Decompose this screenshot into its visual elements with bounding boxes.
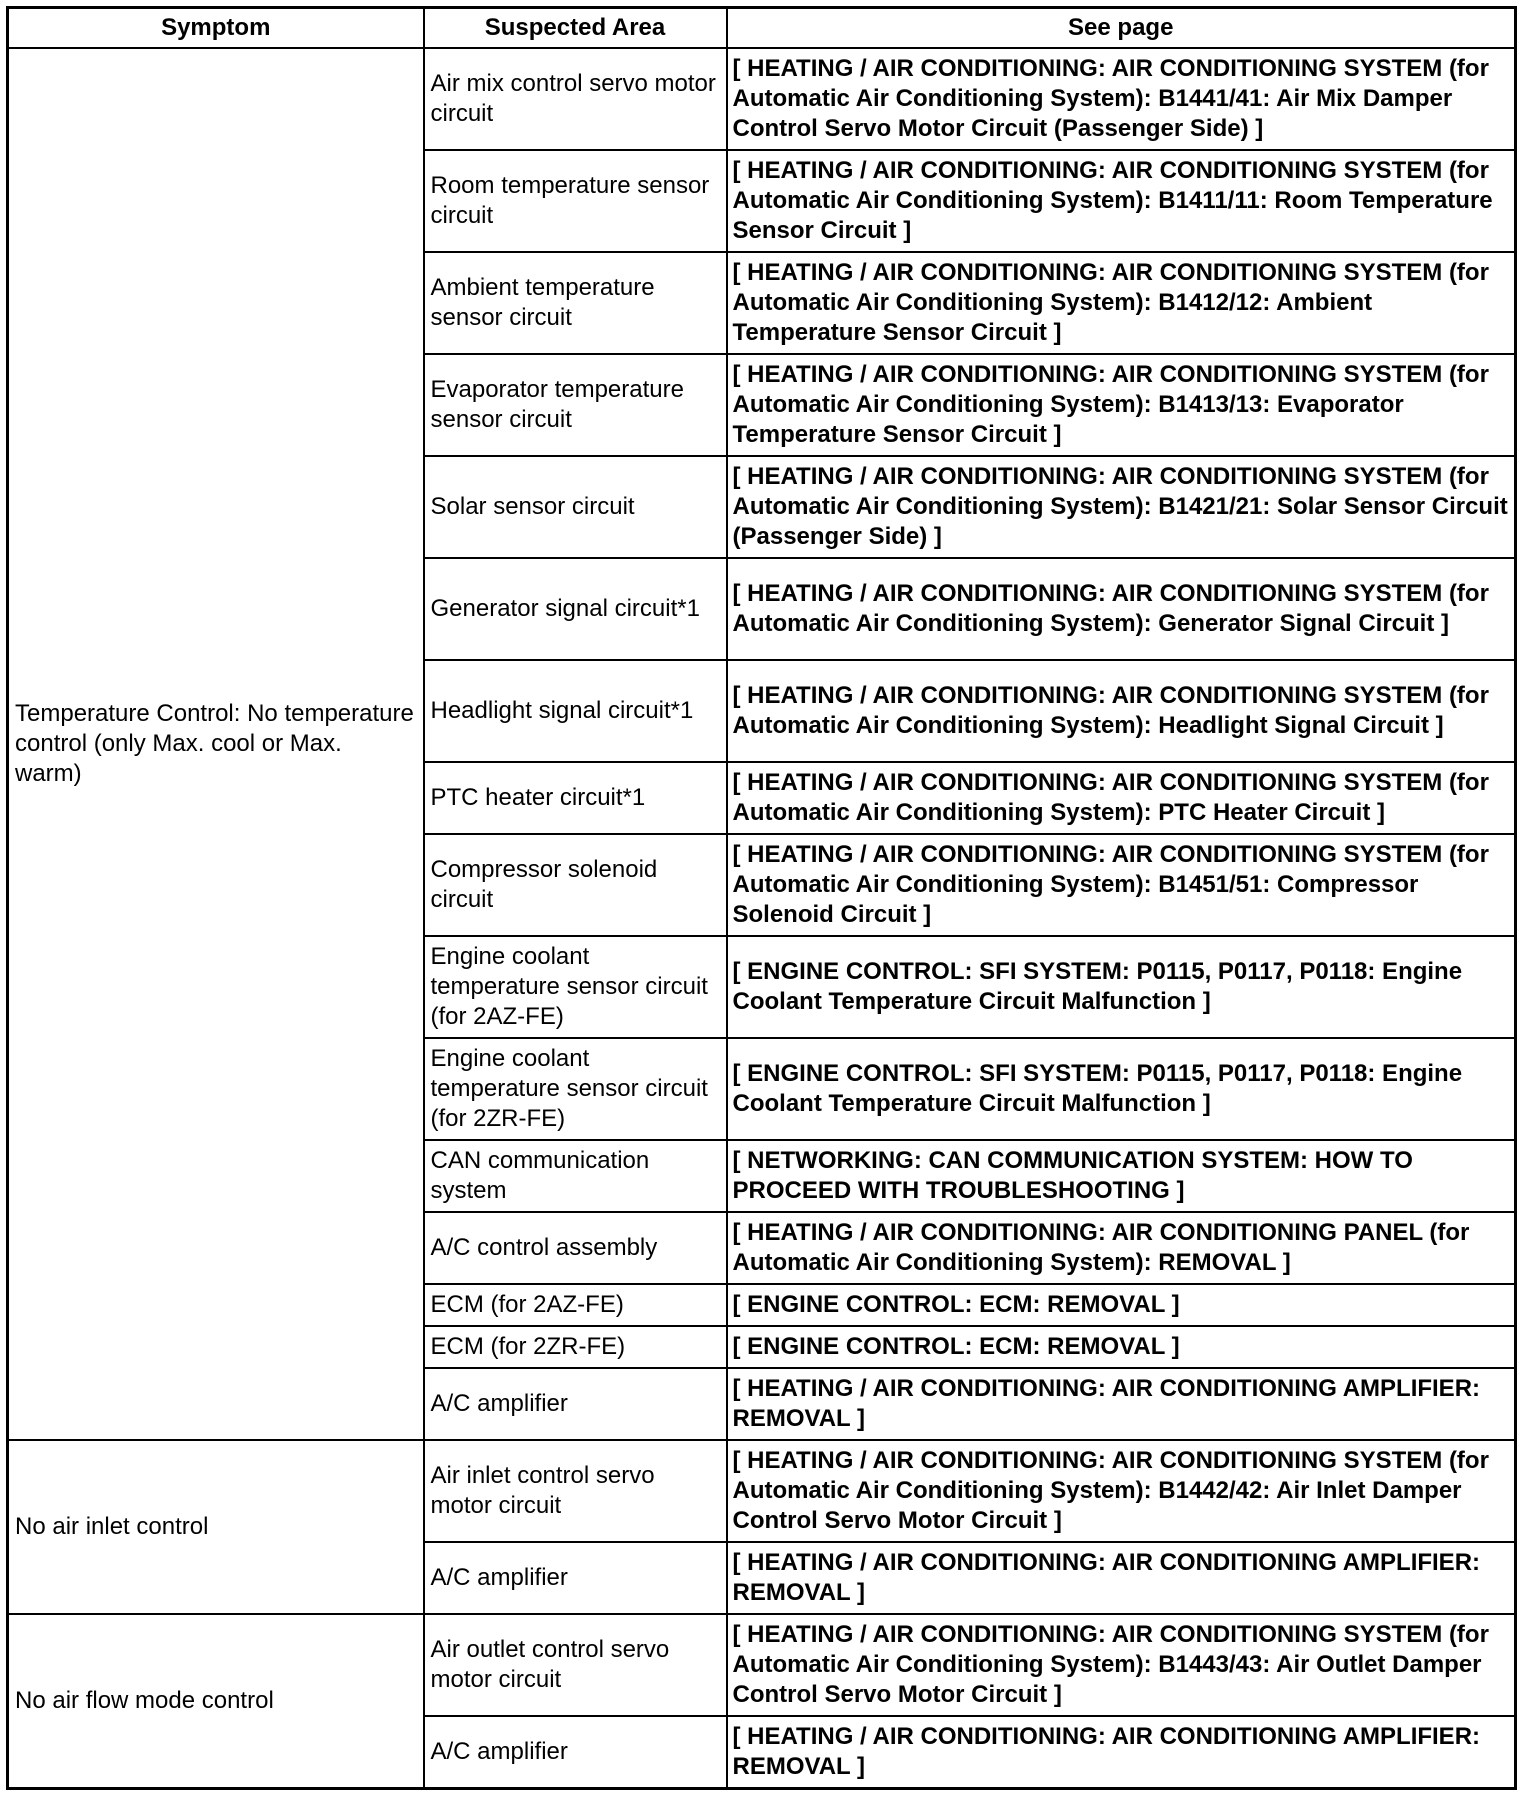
symptom-cell: No air flow mode control	[8, 1614, 424, 1789]
suspected-area-cell: Air outlet control servo motor circuit	[424, 1614, 727, 1716]
suspected-area-cell: Generator signal circuit*1	[424, 558, 727, 660]
suspected-area-cell: A/C amplifier	[424, 1542, 727, 1614]
see-page-link[interactable]: [ ENGINE CONTROL: ECM: REMOVAL ]	[727, 1284, 1516, 1326]
see-page-link[interactable]: [ HEATING / AIR CONDITIONING: AIR CONDITIONING SYSTEM (for Automatic Air Conditioning System): B1412/12: Ambient Temperature Sensor Circuit ]	[727, 252, 1516, 354]
table-row	[8, 1614, 1516, 1716]
suspected-area-cell: A/C amplifier	[424, 1716, 727, 1789]
header-see-page: See page	[727, 8, 1516, 49]
suspected-area-cell: ECM (for 2AZ-FE)	[424, 1284, 727, 1326]
see-page-link[interactable]: [ ENGINE CONTROL: SFI SYSTEM: P0115, P0117, P0118: Engine Coolant Temperature Circuit Malfunction ]	[727, 1038, 1516, 1140]
suspected-area-cell: A/C control assembly	[424, 1212, 727, 1284]
see-page-link[interactable]: [ HEATING / AIR CONDITIONING: AIR CONDITIONING SYSTEM (for Automatic Air Conditioning System): PTC Heater Circuit ]	[727, 762, 1516, 834]
see-page-link[interactable]: [ HEATING / AIR CONDITIONING: AIR CONDITIONING SYSTEM (for Automatic Air Conditioning System): B1413/13: Evaporator Temperature Sensor Circuit ]	[727, 354, 1516, 456]
see-page-link[interactable]: [ NETWORKING: CAN COMMUNICATION SYSTEM: HOW TO PROCEED WITH TROUBLESHOOTING ]	[727, 1140, 1516, 1212]
see-page-link[interactable]: [ HEATING / AIR CONDITIONING: AIR CONDITIONING AMPLIFIER: REMOVAL ]	[727, 1368, 1516, 1440]
see-page-link[interactable]: [ HEATING / AIR CONDITIONING: AIR CONDITIONING SYSTEM (for Automatic Air Conditioning System): B1451/51: Compressor Solenoid Circuit ]	[727, 834, 1516, 936]
table-row	[8, 1440, 1516, 1542]
see-page-link[interactable]: [ HEATING / AIR CONDITIONING: AIR CONDITIONING SYSTEM (for Automatic Air Conditioning System): B1443/43: Air Outlet Damper Control Servo Motor Circuit ]	[727, 1614, 1516, 1716]
suspected-area-cell: A/C amplifier	[424, 1368, 727, 1440]
symptom-cell: No air inlet control	[8, 1440, 424, 1614]
suspected-area-cell: PTC heater circuit*1	[424, 762, 727, 834]
see-page-link[interactable]: [ ENGINE CONTROL: ECM: REMOVAL ]	[727, 1326, 1516, 1368]
see-page-link[interactable]: [ HEATING / AIR CONDITIONING: AIR CONDITIONING SYSTEM (for Automatic Air Conditioning System): B1411/11: Room Temperature Sensor Circuit ]	[727, 150, 1516, 252]
see-page-link[interactable]: [ HEATING / AIR CONDITIONING: AIR CONDITIONING AMPLIFIER: REMOVAL ]	[727, 1542, 1516, 1614]
suspected-area-cell: Evaporator temperature sensor circuit	[424, 354, 727, 456]
symptom-cell: Temperature Control: No temperature control (only Max. cool or Max. warm)	[8, 48, 424, 1440]
troubleshooting-table-container	[6, 6, 1514, 1790]
see-page-link[interactable]: [ HEATING / AIR CONDITIONING: AIR CONDITIONING SYSTEM (for Automatic Air Conditioning System): B1421/21: Solar Sensor Circuit (Passenger Side) ]	[727, 456, 1516, 558]
suspected-area-cell: Air inlet control servo motor circuit	[424, 1440, 727, 1542]
see-page-link[interactable]: [ HEATING / AIR CONDITIONING: AIR CONDITIONING SYSTEM (for Automatic Air Conditioning System): Headlight Signal Circuit ]	[727, 660, 1516, 762]
suspected-area-cell: Solar sensor circuit	[424, 456, 727, 558]
suspected-area-cell: Room temperature sensor circuit	[424, 150, 727, 252]
table-header-row	[8, 8, 1516, 49]
suspected-area-cell: Engine coolant temperature sensor circuit (for 2AZ-FE)	[424, 936, 727, 1038]
header-suspected-area: Suspected Area	[424, 8, 727, 49]
see-page-link[interactable]: [ ENGINE CONTROL: SFI SYSTEM: P0115, P0117, P0118: Engine Coolant Temperature Circuit Malfunction ]	[727, 936, 1516, 1038]
see-page-link[interactable]: [ HEATING / AIR CONDITIONING: AIR CONDITIONING AMPLIFIER: REMOVAL ]	[727, 1716, 1516, 1789]
suspected-area-cell: Compressor solenoid circuit	[424, 834, 727, 936]
table-row	[8, 48, 1516, 150]
suspected-area-cell: CAN communication system	[424, 1140, 727, 1212]
troubleshooting-table	[6, 6, 1517, 1790]
suspected-area-cell: ECM (for 2ZR-FE)	[424, 1326, 727, 1368]
suspected-area-cell: Headlight signal circuit*1	[424, 660, 727, 762]
see-page-link[interactable]: [ HEATING / AIR CONDITIONING: AIR CONDITIONING SYSTEM (for Automatic Air Conditioning System): B1442/42: Air Inlet Damper Control Servo Motor Circuit ]	[727, 1440, 1516, 1542]
suspected-area-cell: Air mix control servo motor circuit	[424, 48, 727, 150]
see-page-link[interactable]: [ HEATING / AIR CONDITIONING: AIR CONDITIONING SYSTEM (for Automatic Air Conditioning System): Generator Signal Circuit ]	[727, 558, 1516, 660]
see-page-link[interactable]: [ HEATING / AIR CONDITIONING: AIR CONDITIONING SYSTEM (for Automatic Air Conditioning System): B1441/41: Air Mix Damper Control Servo Motor Circuit (Passenger Side) ]	[727, 48, 1516, 150]
see-page-link[interactable]: [ HEATING / AIR CONDITIONING: AIR CONDITIONING PANEL (for Automatic Air Conditioning System): REMOVAL ]	[727, 1212, 1516, 1284]
suspected-area-cell: Ambient temperature sensor circuit	[424, 252, 727, 354]
suspected-area-cell: Engine coolant temperature sensor circuit (for 2ZR-FE)	[424, 1038, 727, 1140]
header-symptom: Symptom	[8, 8, 424, 49]
